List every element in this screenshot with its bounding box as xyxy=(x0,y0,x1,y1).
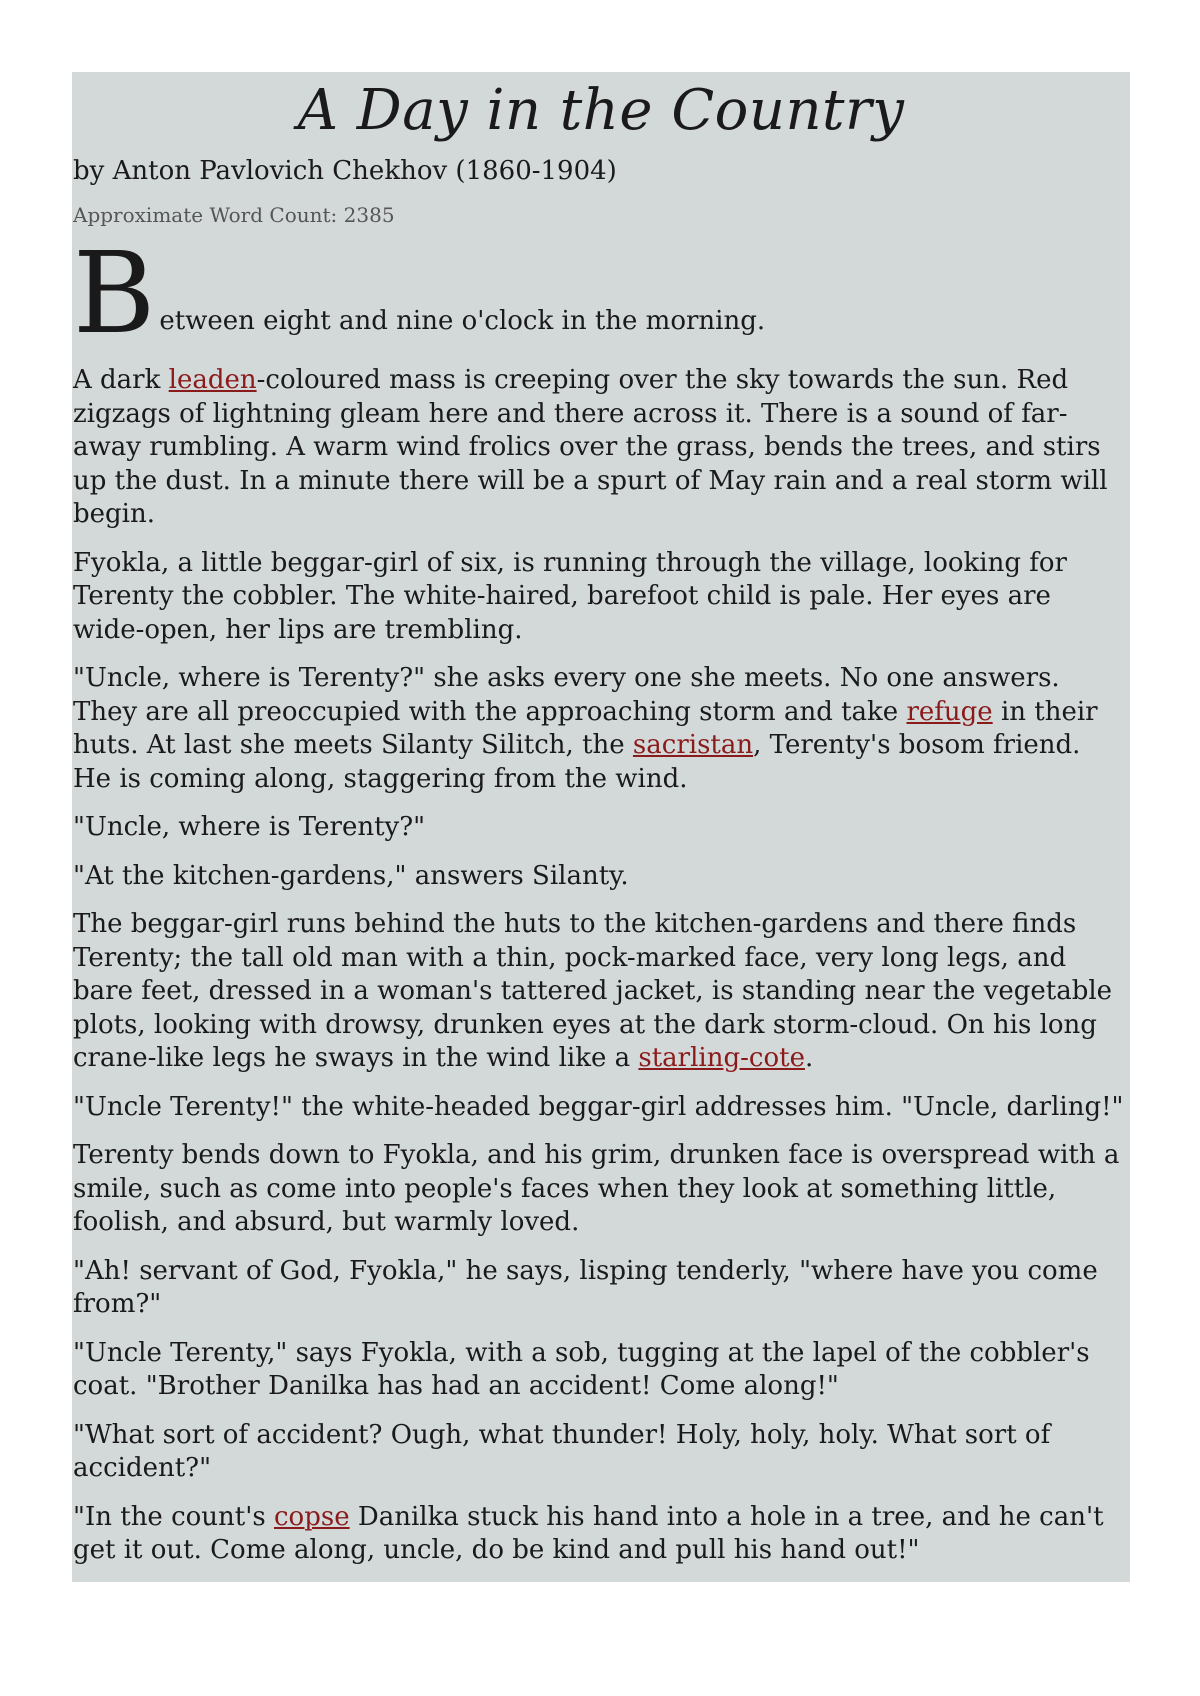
paragraph: "Ah! servant of God, Fyokla," he says, lisping tenderly, "where have you come from?" xyxy=(73,1255,1098,1319)
opening-line xyxy=(73,229,1126,359)
vocab-link-refuge[interactable]: refuge xyxy=(906,696,993,727)
vocab-link-leaden[interactable]: leaden xyxy=(168,365,257,395)
text-run: The beggar-girl runs behind the huts to the kitchen-gardens and there finds Terenty; the tall old man with a thin, pock-marked face, very long legs, and bare feet, dressed in a woman's tattered jacket, is standing near the vegetable plots, looking with drowsy, drunken eyes at the dark storm-cloud. On his long crane-like legs he sways in the wind like a xyxy=(73,909,1113,1073)
document-page xyxy=(72,72,1130,1582)
drop-cap: B xyxy=(73,229,156,359)
story-body xyxy=(72,229,1130,1568)
text-run: A dark xyxy=(73,365,169,395)
paragraph: "Uncle, where is Terenty?" xyxy=(73,812,426,842)
paragraph xyxy=(73,662,1126,796)
text-run: "In the count's xyxy=(73,1501,274,1532)
vocab-link-copse[interactable]: copse xyxy=(274,1501,350,1532)
text-run: Danilka stuck his hand into a hole in a tree, and he can't get it out. Come along, uncle, do be kind and pull his hand out!" xyxy=(73,1501,1104,1565)
story-title: A Day in the Country xyxy=(297,78,905,143)
paragraph: "Uncle Terenty," says Fyokla, with a sob, tugging at the lapel of the cobbler's coat. "Brother Danilka has had an accident! Come along!" xyxy=(73,1337,1090,1401)
opening-text: etween eight and nine o'clock in the morning. xyxy=(159,306,766,336)
paragraph: Terenty bends down to Fyokla, and his grim, drunken face is overspread with a smile, such as come into people's faces when they look at something little, foolish, and absurd, but warmly loved. xyxy=(73,1140,1120,1237)
text-run: in their huts. At last she meets Silanty Silitch, the xyxy=(73,696,1098,760)
paragraph xyxy=(73,1501,1126,1568)
paragraph xyxy=(73,364,1126,532)
paragraph: "What sort of accident? Ough, what thunder! Holy, holy, holy. What sort of accident?" xyxy=(73,1419,1051,1483)
paragraph: "Uncle Terenty!" the white-headed beggar-girl addresses him. "Uncle, darling!" xyxy=(73,1091,1124,1122)
paragraph: Fyokla, a little beggar-girl of six, is running through the village, looking for Terenty the cobbler. The white-haired, barefoot child is pale. Her eyes are wide-open, her lips are trembling. xyxy=(73,547,1067,645)
text-run: . xyxy=(804,1043,814,1073)
text-run: -coloured mass is creeping over the sky towards the sun. Red zigzags of lightning gleam here and there across it. There is a sound of far-away rumbling. A warm wind frolics over the grass, bends the trees, and stirs up the dust. In a minute there will be a spurt of May rain and a real storm will begin. xyxy=(73,365,1108,529)
paragraph xyxy=(73,908,1126,1076)
paragraph: "At the kitchen-gardens," answers Silanty. xyxy=(73,860,629,891)
vocab-link-sacristan[interactable]: sacristan xyxy=(632,730,754,760)
text-run: "Uncle, where is Terenty?" she asks every one she meets. No one answers. They are all preoccupied with the approaching storm and take xyxy=(73,663,1060,727)
text-run: , Terenty's bosom friend. He is coming along, staggering from the wind. xyxy=(73,730,1081,794)
vocab-link-starling-cote[interactable]: starling-cote xyxy=(638,1043,805,1073)
author-line: by Anton Pavlovich Chekhov (1860-1904) xyxy=(73,156,617,186)
word-count: Approximate Word Count: 2385 xyxy=(73,203,395,227)
